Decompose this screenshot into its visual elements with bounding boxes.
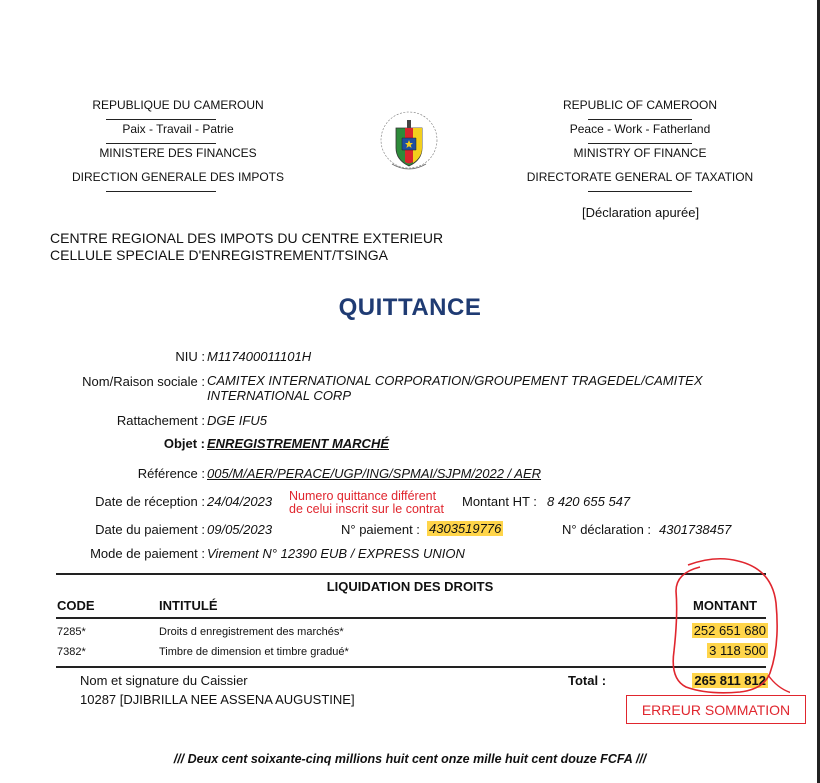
page-title: QUITTANCE (338, 294, 482, 321)
annotation-note-line: Numero quittance différent (289, 489, 437, 503)
header-right-line: Peace - Work - Fatherland (569, 122, 711, 136)
header-left-rule (106, 191, 216, 192)
header-left-line: MINISTERE DES FINANCES (99, 146, 257, 160)
niu-value: M117400011101H (207, 349, 312, 364)
annotation-note-line: de celui inscrit sur le contrat (289, 502, 444, 516)
column-header-code: CODE (57, 598, 95, 613)
amount-in-words: /// Deux cent soixante-cinq millions huit cent onze mille huit cent douze FCFA /// (173, 752, 647, 766)
total-label: Total : (568, 673, 607, 688)
no-declaration-label: N° déclaration : (562, 522, 652, 537)
error-box: ERREUR SOMMATION (626, 695, 806, 724)
nom-value: CAMITEX INTERNATIONAL CORPORATION/GROUPEMENT TRAGEDEL/CAMITEX (207, 373, 703, 388)
montant-ht-value: 8 420 655 547 (547, 494, 631, 509)
objet-value: ENREGISTREMENT MARCHÉ (207, 436, 390, 451)
table-row-montant: 252 651 680 (693, 623, 766, 638)
header-right-line: REPUBLIC OF CAMEROON (562, 98, 718, 112)
reference-value: 005/M/AER/PERACE/UGP/ING/SPMAI/SJPM/2022 / AER (207, 466, 542, 481)
tax-centre-line: CENTRE REGIONAL DES IMPOTS DU CENTRE EXTERIEUR (50, 230, 444, 246)
no-declaration-value: 4301738457 (659, 522, 732, 537)
header-right-rule (588, 143, 692, 144)
rattachement-label: Rattachement : (116, 413, 205, 428)
date-reception-label: Date de réception : (95, 494, 205, 509)
date-paiement-label: Date du paiement : (95, 522, 205, 537)
table-row-intitule: Timbre de dimension et timbre gradué* (159, 646, 349, 658)
header-right (505, 98, 775, 184)
tax-centre-line: CELLULE SPECIALE D'ENREGISTREMENT/TSINGA (50, 247, 388, 263)
reference-label: Référence : (137, 466, 205, 481)
column-header-montant: MONTANT (693, 598, 758, 613)
mode-paiement-value: Virement N° 12390 EUB / EXPRESS UNION (207, 546, 465, 561)
nom-label: Nom/Raison sociale : (82, 374, 205, 389)
header-left (58, 98, 298, 184)
column-header-intitule: INTITULÉ (159, 598, 218, 613)
table-title: LIQUIDATION DES DROITS (326, 579, 494, 594)
no-paiement-label: N° paiement : (341, 522, 420, 537)
no-paiement-value: 4303519776 (429, 521, 502, 536)
tax-centre (50, 230, 443, 264)
header-right-rule (588, 119, 692, 120)
table-row-montant: 3 118 500 (709, 643, 766, 658)
annotation-circle (660, 555, 790, 700)
total-value: 265 811 812 (694, 673, 766, 688)
objet-label: Objet : (163, 436, 205, 451)
rattachement-value: DGE IFU5 (207, 413, 267, 428)
header-right-line: MINISTRY OF FINANCE (573, 146, 707, 160)
header-left-line: Paix - Travail - Patrie (122, 122, 234, 136)
mode-paiement-label: Mode de paiement : (90, 546, 205, 561)
table-row-code: 7382* (57, 646, 86, 658)
table-row-code: 7285* (57, 626, 86, 638)
montant-ht-label: Montant HT : (462, 494, 537, 509)
date-paiement-value: 09/05/2023 (207, 522, 273, 537)
header-left-rule (106, 119, 216, 120)
caissier-label: Nom et signature du Caissier (80, 673, 248, 688)
header-right-line: DIRECTORATE GENERAL OF TAXATION (526, 170, 754, 184)
cameroon-coat-of-arms-icon (378, 102, 440, 182)
status-badge: [Déclaration apurée] (582, 205, 700, 220)
table-row-intitule: Droits d enregistrement des marchés* (159, 626, 344, 638)
nom-value-continued: INTERNATIONAL CORP (207, 388, 351, 403)
date-reception-value: 24/04/2023 (207, 494, 273, 509)
niu-label: NIU : (175, 349, 205, 364)
header-left-line: DIRECTION GENERALE DES IMPOTS (71, 170, 285, 184)
annotation-note (289, 490, 444, 516)
header-left-line: REPUBLIQUE DU CAMEROUN (92, 98, 264, 112)
caissier-name: 10287 [DJIBRILLA NEE ASSENA AUGUSTINE] (80, 692, 355, 707)
header-right-rule (588, 191, 692, 192)
header-left-rule (106, 143, 216, 144)
